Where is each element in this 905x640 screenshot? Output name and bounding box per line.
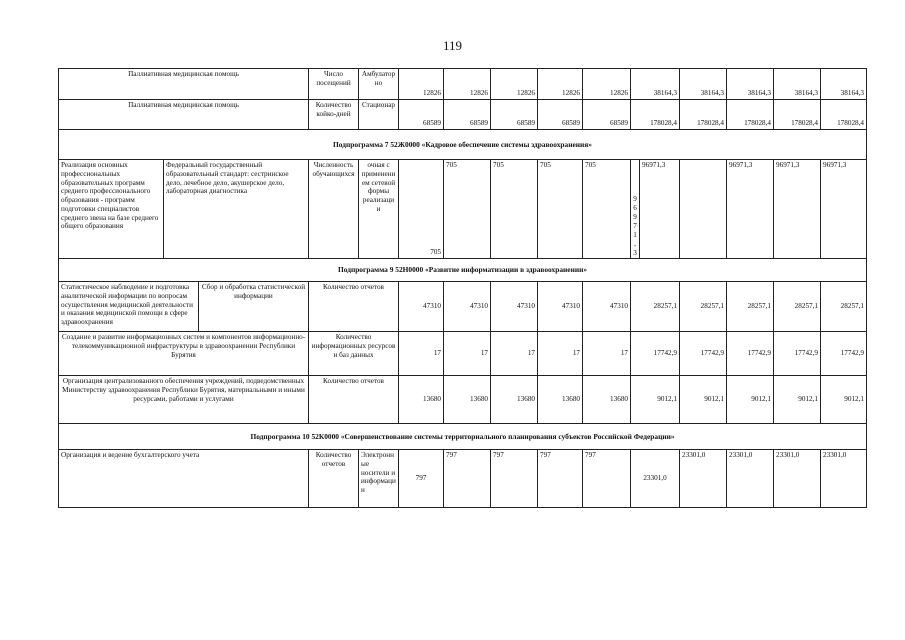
volume-value: 47310: [583, 282, 631, 332]
volume-value: 68589: [583, 100, 631, 130]
finance-value: 17742,9: [631, 332, 680, 376]
finance-value: 28257,1: [631, 282, 680, 332]
finance-value: 28257,1: [774, 282, 821, 332]
measure-name: Количество отчетов: [309, 376, 399, 424]
subprogram-7-title: Подпрограмма 7 52Ж0000 «Кадровое обеспечение системы здравоохранения»: [59, 130, 867, 160]
finance-value: 9012,1: [774, 376, 821, 424]
volume-value: 47310: [399, 282, 444, 332]
volume-value: 12826: [399, 69, 444, 100]
finance-value: 96971,3: [774, 160, 821, 259]
service-name: Статистическое наблюдение и подготовка аналитической информации по вопросам осуществления медицинской деятельности и оказания медицинской помощи в сфере здравоохранения: [59, 282, 198, 331]
volume-value: 12826: [491, 69, 538, 100]
table-row: [59, 100, 867, 130]
volume-value: 68589: [491, 100, 538, 130]
finance-value: 38164,3: [680, 69, 727, 100]
volume-value: 17: [538, 332, 583, 376]
finance-value: 38164,3: [821, 69, 867, 100]
measure-name: Численность обучающихся: [309, 160, 359, 259]
service-type: Электронные носители и информации: [359, 450, 399, 508]
finance-value: 9012,1: [727, 376, 774, 424]
volume-value: 12826: [583, 69, 631, 100]
volume-value: 13680: [583, 376, 631, 424]
subprogram-header-row: [59, 130, 867, 160]
finance-value: 23301,0: [680, 450, 727, 508]
service-name: Реализация основных профессиональных образовательных программ среднего профессионального образования - программ подготовки специалистов среднего звена на базе среднего общего образования: [59, 160, 164, 259]
volume-value: 47310: [538, 282, 583, 332]
table-row: [59, 332, 867, 376]
finance-value: [680, 160, 727, 259]
finance-value: 96971,3: [727, 160, 774, 259]
service-content: Сбор и обработка статистической информации: [201, 283, 306, 300]
service-type: Амбулаторно: [359, 69, 399, 100]
measure-name: Количество отчетов: [309, 282, 399, 332]
volume-value: 797: [444, 450, 491, 508]
finance-digit: ,: [634, 240, 636, 248]
finance-digit: 6: [633, 204, 637, 212]
finance-value: 38164,3: [727, 69, 774, 100]
subprogram-header-row: [59, 259, 867, 282]
measure-name: Количество информационных ресурсов и баз данных: [309, 332, 399, 376]
service-name: Паллиативная медицинская помощь: [59, 69, 309, 100]
measure-name: Число посещений: [309, 69, 359, 100]
finance-value: 28257,1: [821, 282, 867, 332]
volume-value: 13680: [399, 376, 444, 424]
table-row: [59, 450, 867, 508]
volume-value: 17: [491, 332, 538, 376]
volume-value: 17: [399, 332, 444, 376]
service-type: Стационар: [359, 100, 399, 130]
finance-value: 178028,4: [727, 100, 774, 130]
finance-value: 23301,0: [631, 450, 680, 508]
table-row: [59, 282, 867, 332]
measure-name: Количество отчетов: [309, 450, 359, 508]
program-table: [58, 68, 867, 508]
volume-value: 12826: [444, 69, 491, 100]
volume-value: 797: [538, 450, 583, 508]
volume-value: 797: [491, 450, 538, 508]
subprogram-9-title: Подпрограмма 9 52Н0000 «Развитие информатизации в здравоохранении»: [59, 259, 867, 282]
finance-digit: 9: [633, 195, 637, 203]
volume-value: 47310: [444, 282, 491, 332]
volume-value: 705: [583, 160, 631, 259]
volume-value: 705: [538, 160, 583, 259]
service-name: Организация и ведение бухгалтерского учета: [59, 450, 309, 508]
page-number: 119: [442, 38, 463, 53]
volume-value: 705: [491, 160, 538, 259]
finance-value: 23301,0: [821, 450, 867, 508]
volume-value: 705: [399, 160, 444, 259]
table-row: [59, 376, 867, 424]
finance-value: 28257,1: [680, 282, 727, 332]
finance-digit: 7: [633, 222, 637, 230]
volume-value: 13680: [444, 376, 491, 424]
measure-name: Количество койко-дней: [309, 100, 359, 130]
volume-value: 13680: [491, 376, 538, 424]
volume-value: 12826: [538, 69, 583, 100]
finance-value: 178028,4: [680, 100, 727, 130]
subprogram-header-row: [59, 424, 867, 450]
finance-value: 17742,9: [774, 332, 821, 376]
finance-digit: 9: [633, 213, 637, 221]
table-row: [59, 160, 867, 259]
service-content: Федеральный государственный образовательный стандарт: сестринское дело, лечебное дело, акушерское дело, лабораторная диагностика: [164, 160, 309, 259]
volume-value: 705: [444, 160, 491, 259]
volume-value: 17: [444, 332, 491, 376]
finance-value: 17742,9: [680, 332, 727, 376]
table-row: [59, 69, 867, 100]
volume-value: 17: [583, 332, 631, 376]
finance-value: 38164,3: [631, 69, 680, 100]
finance-value: 178028,4: [631, 100, 680, 130]
volume-value: 13680: [538, 376, 583, 424]
finance-value: 96971,3: [640, 160, 680, 259]
service-name: Создание и развитие информационных систем и компонентов информационно-телекоммуникационной инфраструктуры в здравоохранении Республики Бурятия: [59, 332, 309, 376]
volume-value: 797: [583, 450, 631, 508]
program-table-wrapper: [58, 68, 866, 508]
volume-value: 68589: [538, 100, 583, 130]
finance-value: 28257,1: [727, 282, 774, 332]
finance-value: 9012,1: [821, 376, 867, 424]
service-name: Организация централизованного обеспечения учреждений, подведомственных Министерству здравоохранения Республики Бурятия, материальными и иными ресурсами, работами и услугами: [59, 376, 309, 424]
volume-value: 68589: [444, 100, 491, 130]
finance-value: 23301,0: [727, 450, 774, 508]
finance-value: 9012,1: [680, 376, 727, 424]
finance-value: 23301,0: [774, 450, 821, 508]
finance-digit: 3: [633, 249, 637, 257]
service-name: Паллиативная медицинская помощь: [59, 100, 309, 130]
finance-value: 178028,4: [774, 100, 821, 130]
finance-value: 17742,9: [821, 332, 867, 376]
finance-value: 178028,4: [821, 100, 867, 130]
finance-value: 17742,9: [727, 332, 774, 376]
volume-value: 47310: [491, 282, 538, 332]
finance-value: 38164,3: [774, 69, 821, 100]
finance-value: 9012,1: [631, 376, 680, 424]
finance-value-vertical: [631, 160, 640, 259]
volume-value: 797: [399, 450, 444, 508]
volume-value: 68589: [399, 100, 444, 130]
finance-value: 96971,3: [821, 160, 867, 259]
subprogram-10-title: Подпрограмма 10 52К0000 «Совершенствование системы территориального планирования субъектов Российской Федерации»: [59, 424, 867, 450]
service-type: очная с применением сетевой формы реализации: [359, 160, 399, 259]
finance-digit: 1: [633, 231, 637, 239]
